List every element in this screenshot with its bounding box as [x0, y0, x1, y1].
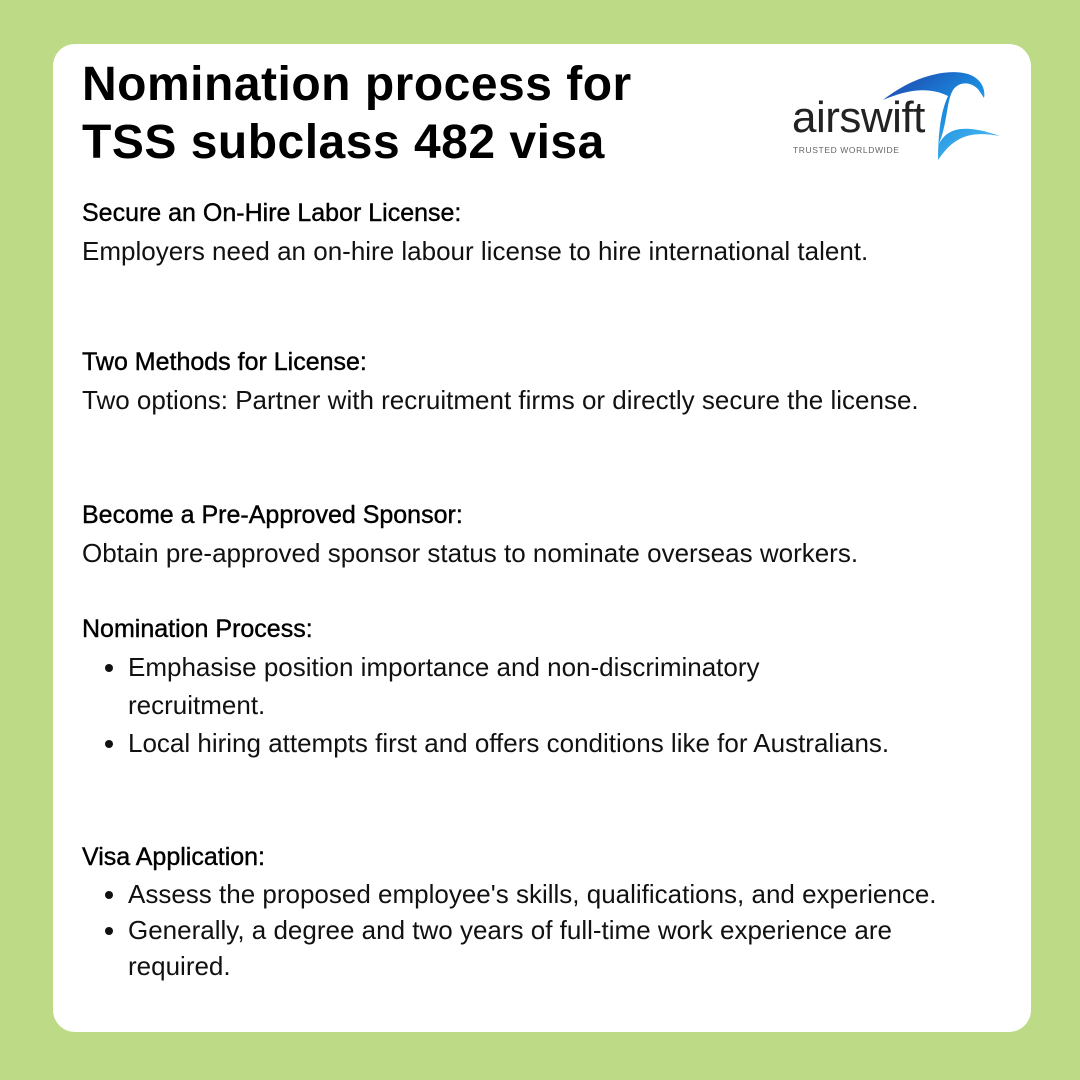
list-item: • Assess the proposed employee's skills, qualifications, and experience.: [128, 876, 982, 912]
title-line-1: Nomination process for: [82, 58, 632, 111]
list-item: • Local hiring attempts first and offers conditions like for Australians.: [128, 724, 902, 762]
section-heading: Become a Pre-Approved Sponsor:: [82, 501, 463, 529]
section-visa-application: [82, 838, 982, 984]
section-body: Obtain pre-approved sponsor status to nominate overseas workers.: [82, 538, 859, 568]
section-methods: [82, 343, 982, 419]
list-item: • Generally, a degree and two years of full-time work experience are required.: [128, 912, 982, 984]
section-license: [82, 194, 932, 270]
bullet-list: [82, 648, 902, 762]
section-heading: Secure an On-Hire Labor License:: [82, 199, 462, 227]
page-title: [82, 56, 632, 172]
list-item: • Emphasise position importance and non-discriminatory recruitment.: [128, 648, 902, 724]
title-line-2: TSS subclass 482 visa: [82, 116, 605, 169]
section-heading: Visa Application:: [82, 843, 265, 871]
bullet-list: [82, 876, 982, 984]
section-heading: Nomination Process:: [82, 615, 313, 643]
section-body: Employers need an on-hire labour license to hire international talent.: [82, 236, 869, 266]
section-nomination: [82, 610, 902, 762]
section-body: Two options: Partner with recruitment firms or directly secure the license.: [82, 385, 919, 415]
section-sponsor: [82, 496, 1012, 572]
section-heading: Two Methods for License:: [82, 348, 367, 376]
airswift-logo: airswift TRUSTED WORLDWIDE: [788, 68, 1003, 163]
